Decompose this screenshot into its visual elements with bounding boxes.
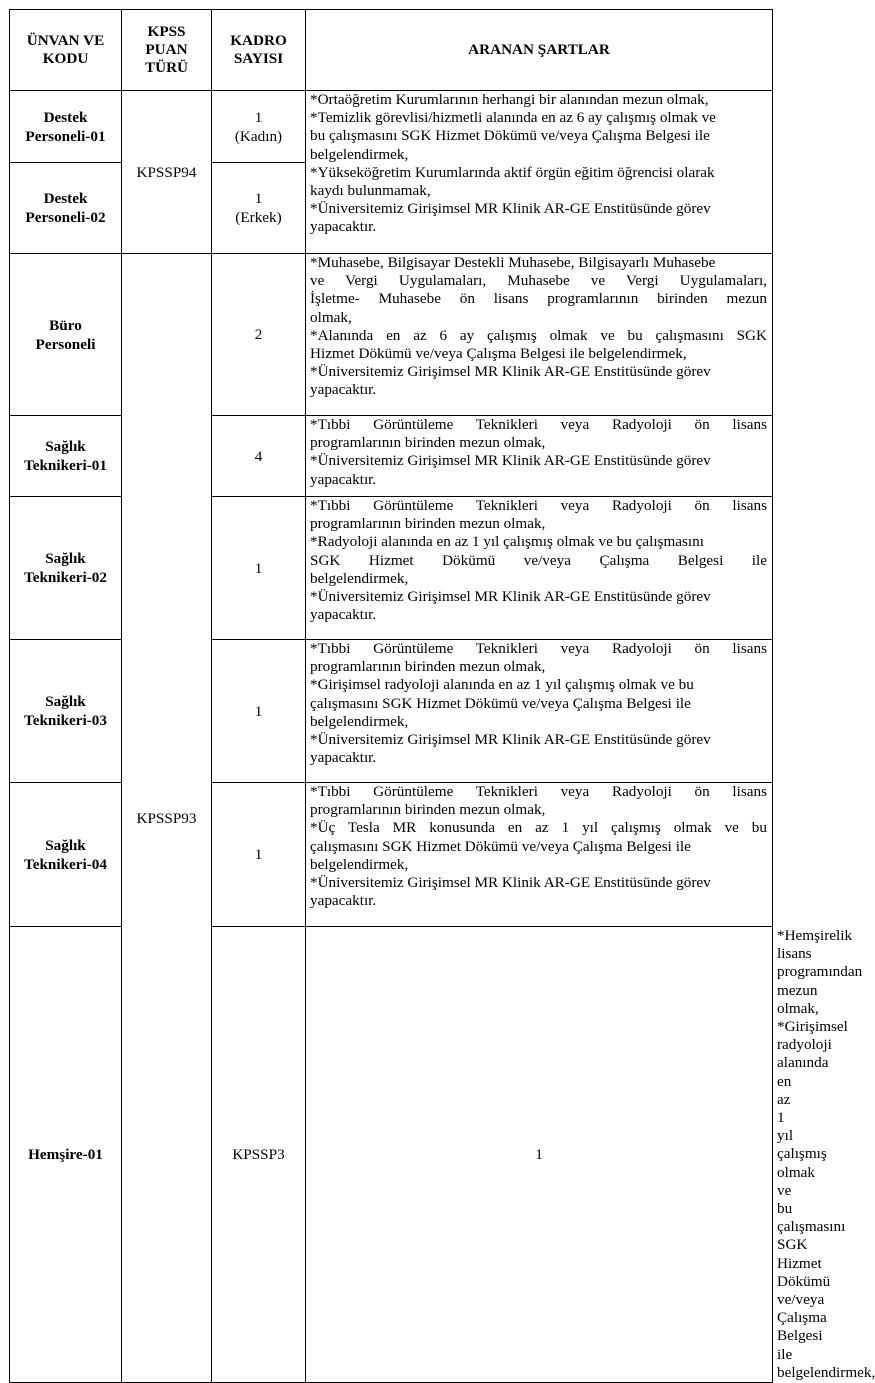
row-count: 1 — [306, 927, 773, 1383]
table-row — [10, 254, 773, 416]
row-count: 1 (Erkek) — [212, 163, 306, 254]
row-count: 1 — [212, 640, 306, 783]
row-title: Sağlık Teknikeri-03 — [10, 640, 122, 783]
requirements-saglik-03: *Tıbbi Görüntüleme Teknikleri veya Radyoloji ön lisans programlarının birinden mezun olmak, *Girişimsel radyoloji alanında en az 1 yıl çalışmış olmak ve bu çalışmasını SGK Hizmet Dökümü ve/veya Çalışma Belgesi ile belgelendirmek, *Üniversitemiz Girişimsel MR Klinik AR-GE Enstitüsünde görev yapacaktır. — [306, 640, 773, 783]
requirements-saglik-01: *Tıbbi Görüntüleme Teknikleri veya Radyoloji ön lisans programlarının birinden mezun olmak, *Üniversitemiz Girişimsel MR Klinik AR-GE Enstitüsünde görev yapacaktır. — [306, 416, 773, 497]
table-row — [10, 91, 773, 163]
row-title: Destek Personeli-01 — [10, 91, 122, 163]
puan-kpssp3: KPSSP3 — [212, 927, 306, 1383]
row-title: Büro Personeli — [10, 254, 122, 416]
table-row: Hemşire-01 KPSSP3 1 *Hemşirelik lisans programından mezun olmak, *Girişimsel radyoloji alanında en az 1 yıl çalışmış olmak ve bu çalışmasını SGK Hizmet Dökümü ve/veya Çalışma Belgesi ile belgelendirmek, — [10, 927, 773, 1383]
puan-kpssp94: KPSSP94 — [122, 91, 212, 254]
header-kadro: KADRO SAYISI — [212, 10, 306, 91]
row-title: Destek Personeli-02 — [10, 163, 122, 254]
row-count: 2 — [212, 254, 306, 416]
requirements-saglik-04: *Tıbbi Görüntüleme Teknikleri veya Radyoloji ön lisans programlarının birinden mezun olmak, *Üç Tesla MR konusunda en az 1 yıl çalışmış olmak ve bu çalışmasını SGK Hizmet Dökümü ve/veya Çalışma Belgesi ile belgelendirmek, *Üniversitemiz Girişimsel MR Klinik AR-GE Enstitüsünde görev yapacaktır. — [306, 783, 773, 927]
row-count: 1 — [212, 783, 306, 927]
positions-table — [9, 9, 875, 1383]
row-count: 4 — [212, 416, 306, 497]
row-title: Hemşire-01 — [10, 927, 122, 1383]
puan-kpssp93: KPSSP93 — [122, 254, 212, 1383]
header-sartlar: ARANAN ŞARTLAR — [306, 10, 773, 91]
header-row — [10, 10, 773, 91]
row-count: 1 (Kadın) — [212, 91, 306, 163]
row-title: Sağlık Teknikeri-02 — [10, 497, 122, 640]
row-title: Sağlık Teknikeri-01 — [10, 416, 122, 497]
requirements-destek: *Ortaöğretim Kurumlarının herhangi bir alanından mezun olmak, *Temizlik görevlisi/hizmetli alanında en az 6 ay çalışmış olmak ve bu çalışmasını SGK Hizmet Dökümü ve/veya Çalışma Belgesi ile belgelendirmek, *Yükseköğretim Kurumlarında aktif örgün eğitim öğrencisi olarak kaydı bulunmamak, *Üniversitemiz Girişimsel MR Klinik AR-GE Enstitüsünde görev yapacaktır. — [306, 91, 773, 254]
header-unvan: ÜNVAN VE KODU — [10, 10, 122, 91]
header-puan: KPSS PUAN TÜRÜ — [122, 10, 212, 91]
row-title: Sağlık Teknikeri-04 — [10, 783, 122, 927]
row-count: 1 — [212, 497, 306, 640]
requirements-buro: *Muhasebe, Bilgisayar Destekli Muhasebe, Bilgisayarlı Muhasebe ve Vergi Uygulamaları, Muhasebe ve Vergi Uygulamaları, İşletme- Muhasebe ön lisans programlarının birinden mezun olmak, *Alanında en az 6 ay çalışmış olmak ve bu çalışmasını SGK Hizmet Dökümü ve/veya Çalışma Belgesi ile belgelendirmek, *Üniversitemiz Girişimsel MR Klinik AR-GE Enstitüsünde görev yapacaktır. — [306, 254, 773, 416]
requirements-saglik-02: *Tıbbi Görüntüleme Teknikleri veya Radyoloji ön lisans programlarının birinden mezun olmak, *Radyoloji alanında en az 1 yıl çalışmış olmak ve bu çalışmasını SGK Hizmet Dökümü ve/veya Çalışma Belgesi ile belgelendirmek, *Üniversitemiz Girişimsel MR Klinik AR-GE Enstitüsünde görev yapacaktır. — [306, 497, 773, 640]
